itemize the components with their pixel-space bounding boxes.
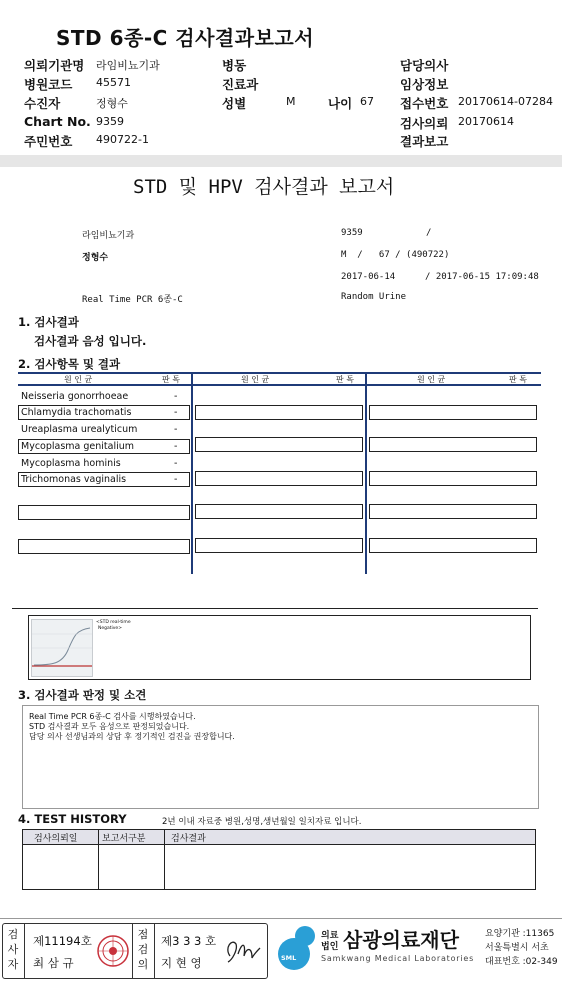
checker-label: 점검의 (137, 928, 149, 971)
checker-name: 지 현 영 (161, 956, 202, 970)
history-col-result: 검사결과 (171, 834, 206, 844)
col-header-organism-3: 원 인 균 (417, 375, 446, 384)
pcr-curve-graph (32, 620, 92, 676)
org-prefix-1: 의료 (321, 931, 339, 941)
sml-logo-icon (272, 924, 318, 976)
report-chart-no: 9359 (341, 228, 363, 238)
doctor-label: 담당의사 (400, 58, 449, 73)
sex-value: M (286, 95, 296, 108)
organism-result: - (174, 458, 178, 469)
section4-title: 4. TEST HISTORY (18, 812, 127, 826)
request-date-value: 20170614 (458, 115, 514, 128)
section1-result: 검사결과 음성 입니다. (34, 334, 147, 348)
report-test-name: Real Time PCR 6종-C (82, 295, 183, 305)
ward-label: 병동 (222, 58, 247, 73)
empty-cell (369, 504, 537, 519)
col-header-result-3: 판 독 (509, 375, 527, 384)
request-date-label: 검사의뢰 (400, 116, 449, 131)
org-info-line3: 대표번호 :02-349 (485, 957, 558, 967)
tester-label: 검사자 (7, 928, 19, 971)
tester-license-no: 제11194호 (33, 934, 92, 948)
col-header-result-2: 판 독 (336, 375, 354, 384)
organism-name: Mycoplasma genitalium (21, 441, 135, 452)
history-col-report-type: 보고서구분 (102, 834, 146, 844)
patient-value: 정형수 (96, 97, 128, 110)
empty-cell (18, 505, 190, 520)
org-prefix-2: 법인 (321, 942, 339, 952)
chart-no-label: Chart No. (24, 114, 91, 129)
col-header-organism-2: 원 인 균 (241, 375, 270, 384)
history-col-divider (164, 830, 165, 889)
report-sex-age: M / 67 / (490722) (341, 250, 450, 260)
empty-cell (195, 504, 363, 519)
hospital-code-label: 병원코드 (24, 77, 73, 92)
column-divider-1 (191, 372, 193, 574)
section2-title: 2. 검사항목 및 결과 (18, 357, 121, 371)
opinion-line: 담당 의사 선생님과의 상담 후 정기적인 검진을 권장합니다. (29, 732, 235, 741)
report-received-date: 2017-06-14 (341, 272, 396, 282)
report-reported-date: / 2017-06-15 17:09:48 (425, 272, 539, 282)
clinic-label: 의뢰기관명 (24, 58, 85, 73)
empty-cell (195, 405, 363, 420)
resident-no-label: 주민번호 (24, 134, 73, 149)
organism-name: Neisseria gonorrhoeae (21, 391, 129, 402)
section3-title: 3. 검사결과 판정 및 소견 (18, 688, 147, 702)
resident-no-value: 490722-1 (96, 133, 149, 146)
col-header-organism-1: 원 인 균 (64, 375, 93, 384)
checker-signature-icon (222, 934, 262, 972)
empty-cell (369, 437, 537, 452)
history-col-divider (98, 830, 99, 889)
checker-divider (154, 924, 155, 978)
sex-label: 성별 (222, 96, 247, 111)
results-table-header (18, 372, 541, 386)
org-english-name: Samkwang Medical Laboratories (321, 954, 475, 963)
column-divider-2 (365, 372, 367, 574)
section-separator (12, 608, 538, 609)
inner-report-title: STD 및 HPV 검사결과 보고서 (133, 176, 395, 198)
report-title: STD 6종-C 검사결과보고서 (56, 26, 315, 50)
section1-title: 1. 검사결과 (18, 315, 79, 329)
col-header-result-1: 판 독 (162, 375, 180, 384)
report-patient: 정형수 (82, 253, 109, 263)
department-label: 진료과 (222, 77, 259, 92)
clinic-value: 라임비뇨기과 (96, 59, 160, 72)
empty-cell (18, 539, 190, 554)
organism-name: Mycoplasma hominis (21, 458, 121, 469)
receipt-no-label: 접수번호 (400, 96, 449, 111)
tester-seal-icon (96, 934, 130, 972)
empty-cell (369, 538, 537, 553)
sml-logo-text: SML (281, 954, 297, 962)
org-name: 삼광의료재단 (343, 928, 459, 952)
opinion-line: Real Time PCR 6종-C 검사를 시행하였습니다. (29, 712, 196, 721)
organism-result: - (174, 391, 178, 402)
report-specimen: Random Urine (341, 292, 407, 302)
report-chart-slash: / (426, 228, 432, 238)
empty-cell (195, 437, 363, 452)
checker-license-no: 제3 3 3 호 (161, 934, 217, 948)
empty-cell (369, 471, 537, 486)
pcr-curve-thumbnail (31, 619, 93, 677)
header-divider-band (0, 155, 562, 167)
pcr-caption-line1: <STD real-time (96, 620, 131, 625)
pcr-caption-line2: Negative> (98, 626, 122, 631)
organism-name: Chlamydia trachomatis (21, 407, 132, 418)
age-value: 67 (360, 95, 374, 108)
organism-result: - (174, 474, 178, 485)
footer-top-line (0, 918, 562, 919)
empty-cell (195, 538, 363, 553)
history-col-request-date: 검사의뢰일 (34, 834, 78, 844)
patient-label: 수진자 (24, 96, 61, 111)
hospital-code-value: 45571 (96, 76, 131, 89)
receipt-no-value: 20170614-07284 (458, 95, 553, 108)
clinical-info-label: 임상정보 (400, 77, 449, 92)
checker-divider-left (132, 924, 133, 978)
organism-result: - (174, 424, 178, 435)
empty-cell (195, 471, 363, 486)
report-clinic: 라임비뇨기과 (82, 231, 135, 241)
empty-cell (369, 405, 537, 420)
org-info-line2: 서울특별시 서초 (485, 943, 549, 953)
history-note: 2년 이내 자료중 병원,성명,생년월일 일치자료 입니다. (162, 817, 362, 827)
organism-name: Ureaplasma urealyticum (21, 424, 138, 435)
tester-name: 최 삼 규 (33, 956, 74, 970)
organism-name: Trichomonas vaginalis (21, 474, 127, 485)
opinion-line: STD 검사결과 모두 음성으로 판정되었습니다. (29, 722, 190, 731)
tester-divider (24, 924, 25, 978)
chart-no-value: 9359 (96, 115, 124, 128)
report-result-label: 결과보고 (400, 134, 449, 149)
organism-result: - (174, 407, 178, 418)
age-label: 나이 (328, 96, 353, 111)
history-table-header (23, 830, 535, 845)
organism-result: - (174, 441, 178, 452)
org-info-line1: 요양기관 :11365 (485, 929, 555, 939)
